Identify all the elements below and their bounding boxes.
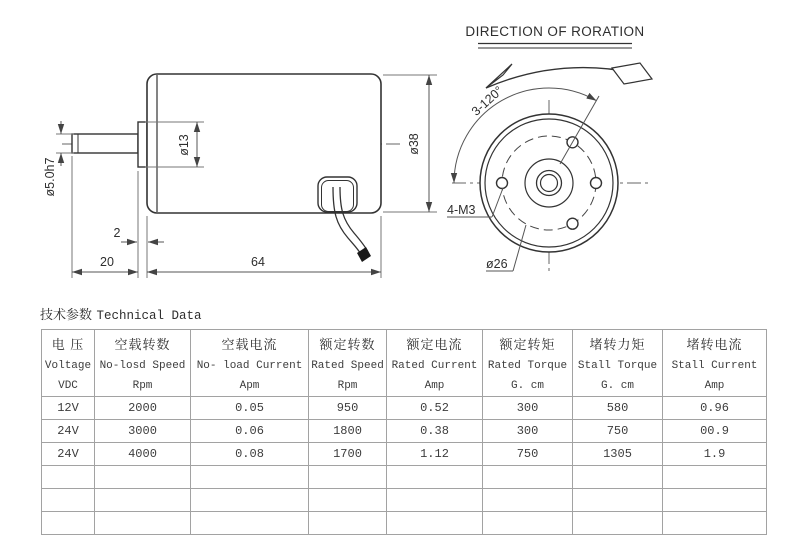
cell: [191, 466, 309, 489]
header-unit: VDC: [58, 380, 78, 393]
cell: 750: [483, 443, 573, 466]
header-unit: G. cm: [600, 380, 634, 393]
cell: 580: [573, 397, 663, 420]
cell: [191, 489, 309, 512]
header-row: [42, 330, 767, 397]
cell: 0.05: [191, 397, 309, 420]
col-header-stall-torque: [573, 330, 663, 397]
header-cn: 空载电流: [221, 336, 278, 352]
cell: 0.52: [387, 397, 483, 420]
cell: [95, 512, 191, 535]
cell: [387, 512, 483, 535]
cell: 300: [483, 420, 573, 443]
shaft-diameter-label: ø5.0h7: [43, 157, 57, 197]
header-unit: Rpm: [132, 380, 153, 393]
mount-angle-label: 3-120°: [468, 83, 506, 119]
col-header-voltage: [42, 330, 95, 397]
front-view: [447, 24, 652, 271]
cell: 1800: [309, 420, 387, 443]
rotation-arrow-right-flag: [612, 63, 652, 84]
cell: 0.38: [387, 420, 483, 443]
direction-of-rotation-title: DIRECTION OF RORATION: [465, 24, 645, 39]
cell: 00.9: [663, 420, 767, 443]
cell: 1700: [309, 443, 387, 466]
header-en: No-losd Speed: [99, 360, 186, 373]
cell: 1305: [573, 443, 663, 466]
cell: 4000: [95, 443, 191, 466]
wire-connector-tip: [357, 247, 371, 262]
table-row: [42, 443, 767, 466]
table-row: [42, 420, 767, 443]
boss-diameter-label: ø13: [177, 134, 191, 156]
cell: [95, 466, 191, 489]
table-title-en: Technical Data: [96, 309, 202, 323]
col-header-noload-speed: [95, 330, 191, 397]
header-en: Stall Current: [671, 360, 758, 373]
cell: 950: [309, 397, 387, 420]
cell: [309, 489, 387, 512]
cell: [663, 489, 767, 512]
col-header-noload-current: [191, 330, 309, 397]
cell: 1.12: [387, 443, 483, 466]
header-cn: 额定电流: [406, 336, 463, 352]
col-header-stall-current: [663, 330, 767, 397]
table-title-cn: 技术参数: [40, 307, 93, 322]
header-en: Rated Current: [391, 360, 478, 373]
cell: [42, 466, 95, 489]
header-cn: 额定转数: [319, 336, 376, 352]
col-header-rated-current: [387, 330, 483, 397]
header-unit: Amp: [424, 380, 445, 393]
cell: [42, 512, 95, 535]
col-header-rated-torque: [483, 330, 573, 397]
header-unit: Apm: [239, 380, 260, 393]
table-row: [42, 397, 767, 420]
mount-hole: [567, 218, 578, 229]
cell: [387, 489, 483, 512]
cell: [309, 512, 387, 535]
header-en: No- load Current: [196, 360, 303, 373]
cell: 1.9: [663, 443, 767, 466]
cell: [387, 466, 483, 489]
header-cn: 电 压: [51, 336, 85, 352]
cell: 24V: [42, 443, 95, 466]
cell: [483, 489, 573, 512]
body-diameter-label: ø38: [407, 133, 421, 155]
cell: [573, 489, 663, 512]
mount-holes-label: 4-M3: [447, 203, 476, 217]
table-title: [40, 304, 202, 324]
header-en: Rated Torque: [487, 360, 568, 373]
shaft-length-label: 20: [100, 255, 114, 269]
cell: [663, 512, 767, 535]
mount-hole: [497, 178, 508, 189]
cell: 0.08: [191, 443, 309, 466]
table-row-empty: [42, 512, 767, 535]
cell: 750: [573, 420, 663, 443]
bolt-circle-label: ø26: [486, 257, 508, 271]
mounting-boss: [138, 122, 147, 167]
cell: 2000: [95, 397, 191, 420]
header-cn: 堵转力矩: [589, 336, 646, 352]
cell: [663, 466, 767, 489]
header-cn: 空载转数: [114, 336, 171, 352]
rotation-arrow-left-head: [486, 64, 512, 88]
header-en: Stall Torque: [577, 360, 658, 373]
cell: [191, 512, 309, 535]
shaft-circle: [541, 175, 558, 192]
cell: [573, 512, 663, 535]
cell: [95, 489, 191, 512]
cell: 24V: [42, 420, 95, 443]
header-cn: 额定转矩: [499, 336, 556, 352]
table-row-empty: [42, 466, 767, 489]
header-en: Rated Speed: [311, 360, 384, 373]
header-unit: Rpm: [337, 380, 358, 393]
cell: [42, 489, 95, 512]
boss-offset-label: 2: [113, 226, 121, 240]
cell: [309, 466, 387, 489]
header-cn: 堵转电流: [686, 336, 743, 352]
col-header-rated-speed: [309, 330, 387, 397]
side-view: [43, 74, 437, 278]
cell: [573, 466, 663, 489]
cell: 12V: [42, 397, 95, 420]
cell: [483, 512, 573, 535]
header-unit: Amp: [704, 380, 725, 393]
cell: [483, 466, 573, 489]
header-unit: G. cm: [510, 380, 544, 393]
cell: 0.96: [663, 397, 767, 420]
cell: 3000: [95, 420, 191, 443]
header-en: Voltage: [44, 360, 92, 373]
body-length-label: 64: [251, 255, 265, 269]
cell: 0.06: [191, 420, 309, 443]
mount-hole: [591, 178, 602, 189]
technical-data-table: [41, 329, 767, 535]
table-row-empty: [42, 489, 767, 512]
cell: 300: [483, 397, 573, 420]
motor-shaft: [72, 134, 138, 153]
